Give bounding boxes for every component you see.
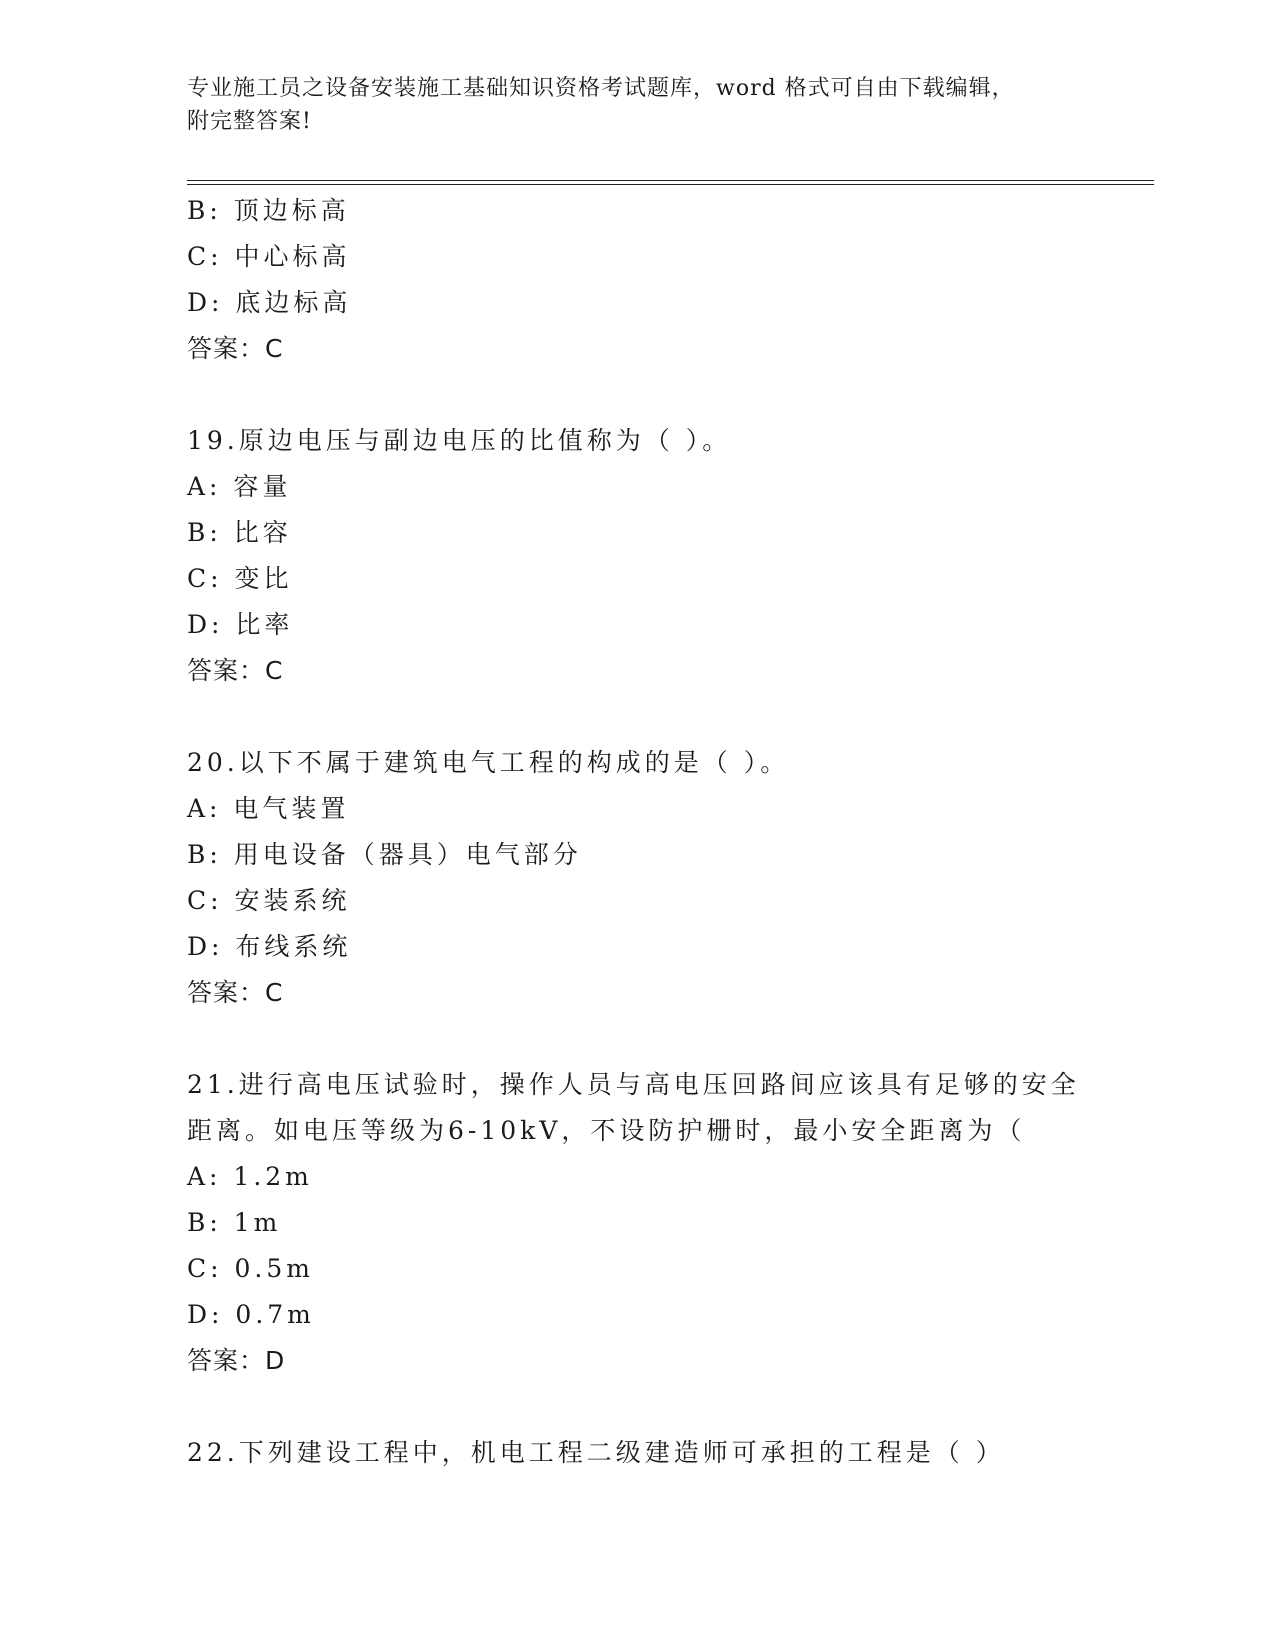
document-header (187, 72, 1087, 138)
answer: 答案：C (187, 978, 284, 1007)
question-list (187, 188, 1147, 1476)
option-b: B: 用电设备（器具）电气部分 (187, 840, 582, 869)
option-a: A: 电气装置 (187, 794, 350, 823)
option-d: D: 布线系统 (187, 932, 352, 961)
option-c: C: 中心标高 (187, 242, 351, 271)
question-text-line-2: 距离。如电压等级为6-10kV，不设防护栅时，最小安全距离为（ (187, 1116, 1026, 1145)
option-b: B: 比容 (187, 518, 292, 547)
question-19 (187, 418, 1147, 694)
option-b: B: 顶边标高 (187, 196, 350, 225)
option-d: D: 比率 (187, 610, 294, 639)
option-a: A: 1.2m (187, 1162, 313, 1191)
header-divider (187, 180, 1154, 185)
question-text-line-1: 21.进行高电压试验时，操作人员与高电压回路间应该具有足够的安全 (187, 1070, 1080, 1099)
option-c: C: 安装系统 (187, 886, 351, 915)
header-line-2: 附完整答案! (187, 109, 312, 134)
question-text: 22.下列建设工程中，机电工程二级建造师可承担的工程是（ ） (187, 1438, 1005, 1467)
answer: 答案：C (187, 656, 284, 685)
option-c: C: 0.5m (187, 1254, 314, 1283)
question-21 (187, 1062, 1147, 1384)
answer: 答案：C (187, 334, 284, 363)
question-18-tail (187, 188, 1147, 372)
question-text: 19.原边电压与副边电压的比值称为（ ）。 (187, 426, 732, 455)
question-20 (187, 740, 1147, 1016)
option-b: B: 1m (187, 1208, 282, 1237)
answer: 答案：D (187, 1346, 286, 1375)
option-c: C: 变比 (187, 564, 293, 593)
option-d: D: 0.7m (187, 1300, 315, 1329)
header-line-1: 专业施工员之设备安装施工基础知识资格考试题库，word 格式可自由下载编辑， (187, 76, 1015, 101)
question-text: 20.以下不属于建筑电气工程的构成的是（ ）。 (187, 748, 790, 777)
option-a: A: 容量 (187, 472, 292, 501)
question-22 (187, 1430, 1147, 1476)
option-d: D: 底边标高 (187, 288, 352, 317)
